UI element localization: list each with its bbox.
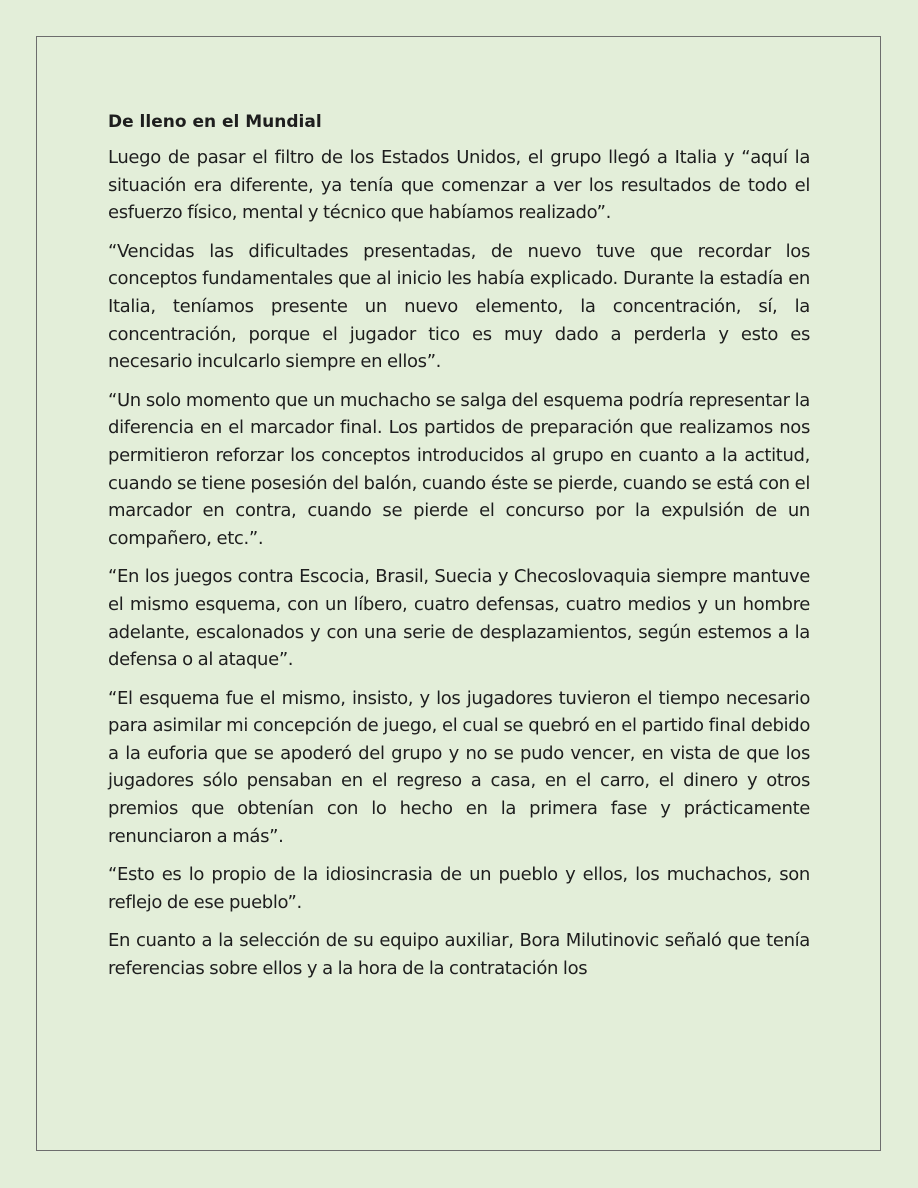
paragraph: “El esquema fue el mismo, insisto, y los jugadores tuvieron el tiempo necesario para asimilar mi concepción de juego, el cual se quebró en el partido final debido a la euforia que se apoderó del grupo y no se pudo vencer, en vista de que los jugadores sólo pensaban en el regreso a casa, en el carro, el dinero y otros premios que obtenían con lo hecho en la primera fase y prácticamente renunciaron a más”. (108, 687, 810, 847)
document-body (108, 108, 810, 994)
paragraph: Luego de pasar el filtro de los Estados Unidos, el grupo llegó a Italia y “aquí la situación era diferente, ya tenía que comenzar a ver los resultados de todo el esfuerzo físico, mental y técnico que habíamos realizado”. (108, 147, 810, 224)
section-heading: De lleno en el Mundial (108, 112, 322, 132)
paragraph: En cuanto a la selección de su equipo auxiliar, Bora Milutinovic señaló que tenía referencias sobre ellos y a la hora de la contratación los (108, 930, 810, 980)
paragraph: “En los juegos contra Escocia, Brasil, Suecia y Checoslovaquia siempre mantuve el mismo esquema, con un líbero, cuatro defensas, cuatro medios y un hombre adelante, escalonados y con una serie de desplazamientos, según estemos a la defensa o al ataque”. (108, 566, 810, 671)
paragraph: “Un solo momento que un muchacho se salga del esquema podría representar la diferencia en el marcador final. Los partidos de preparación que realizamos nos permitieron reforzar los conceptos introducidos al grupo en cuanto a la actitud, cuando se tiene posesión del balón, cuando éste se pierde, cuando se está con el marcador en contra, cuando se pierde el concurso por la expulsión de un compañero, etc.”. (108, 389, 810, 549)
paragraph: “Vencidas las dificultades presentadas, de nuevo tuve que recordar los conceptos fundamentales que al inicio les había explicado. Durante la estadía en Italia, teníamos presente un nuevo elemento, la concentración, sí, la concentración, porque el jugador tico es muy dado a perderla y esto es necesario inculcarlo siempre en ellos”. (108, 240, 810, 373)
paragraph: “Esto es lo propio de la idiosincrasia de un pueblo y ellos, los muchachos, son reflejo de ese pueblo”. (108, 864, 810, 913)
